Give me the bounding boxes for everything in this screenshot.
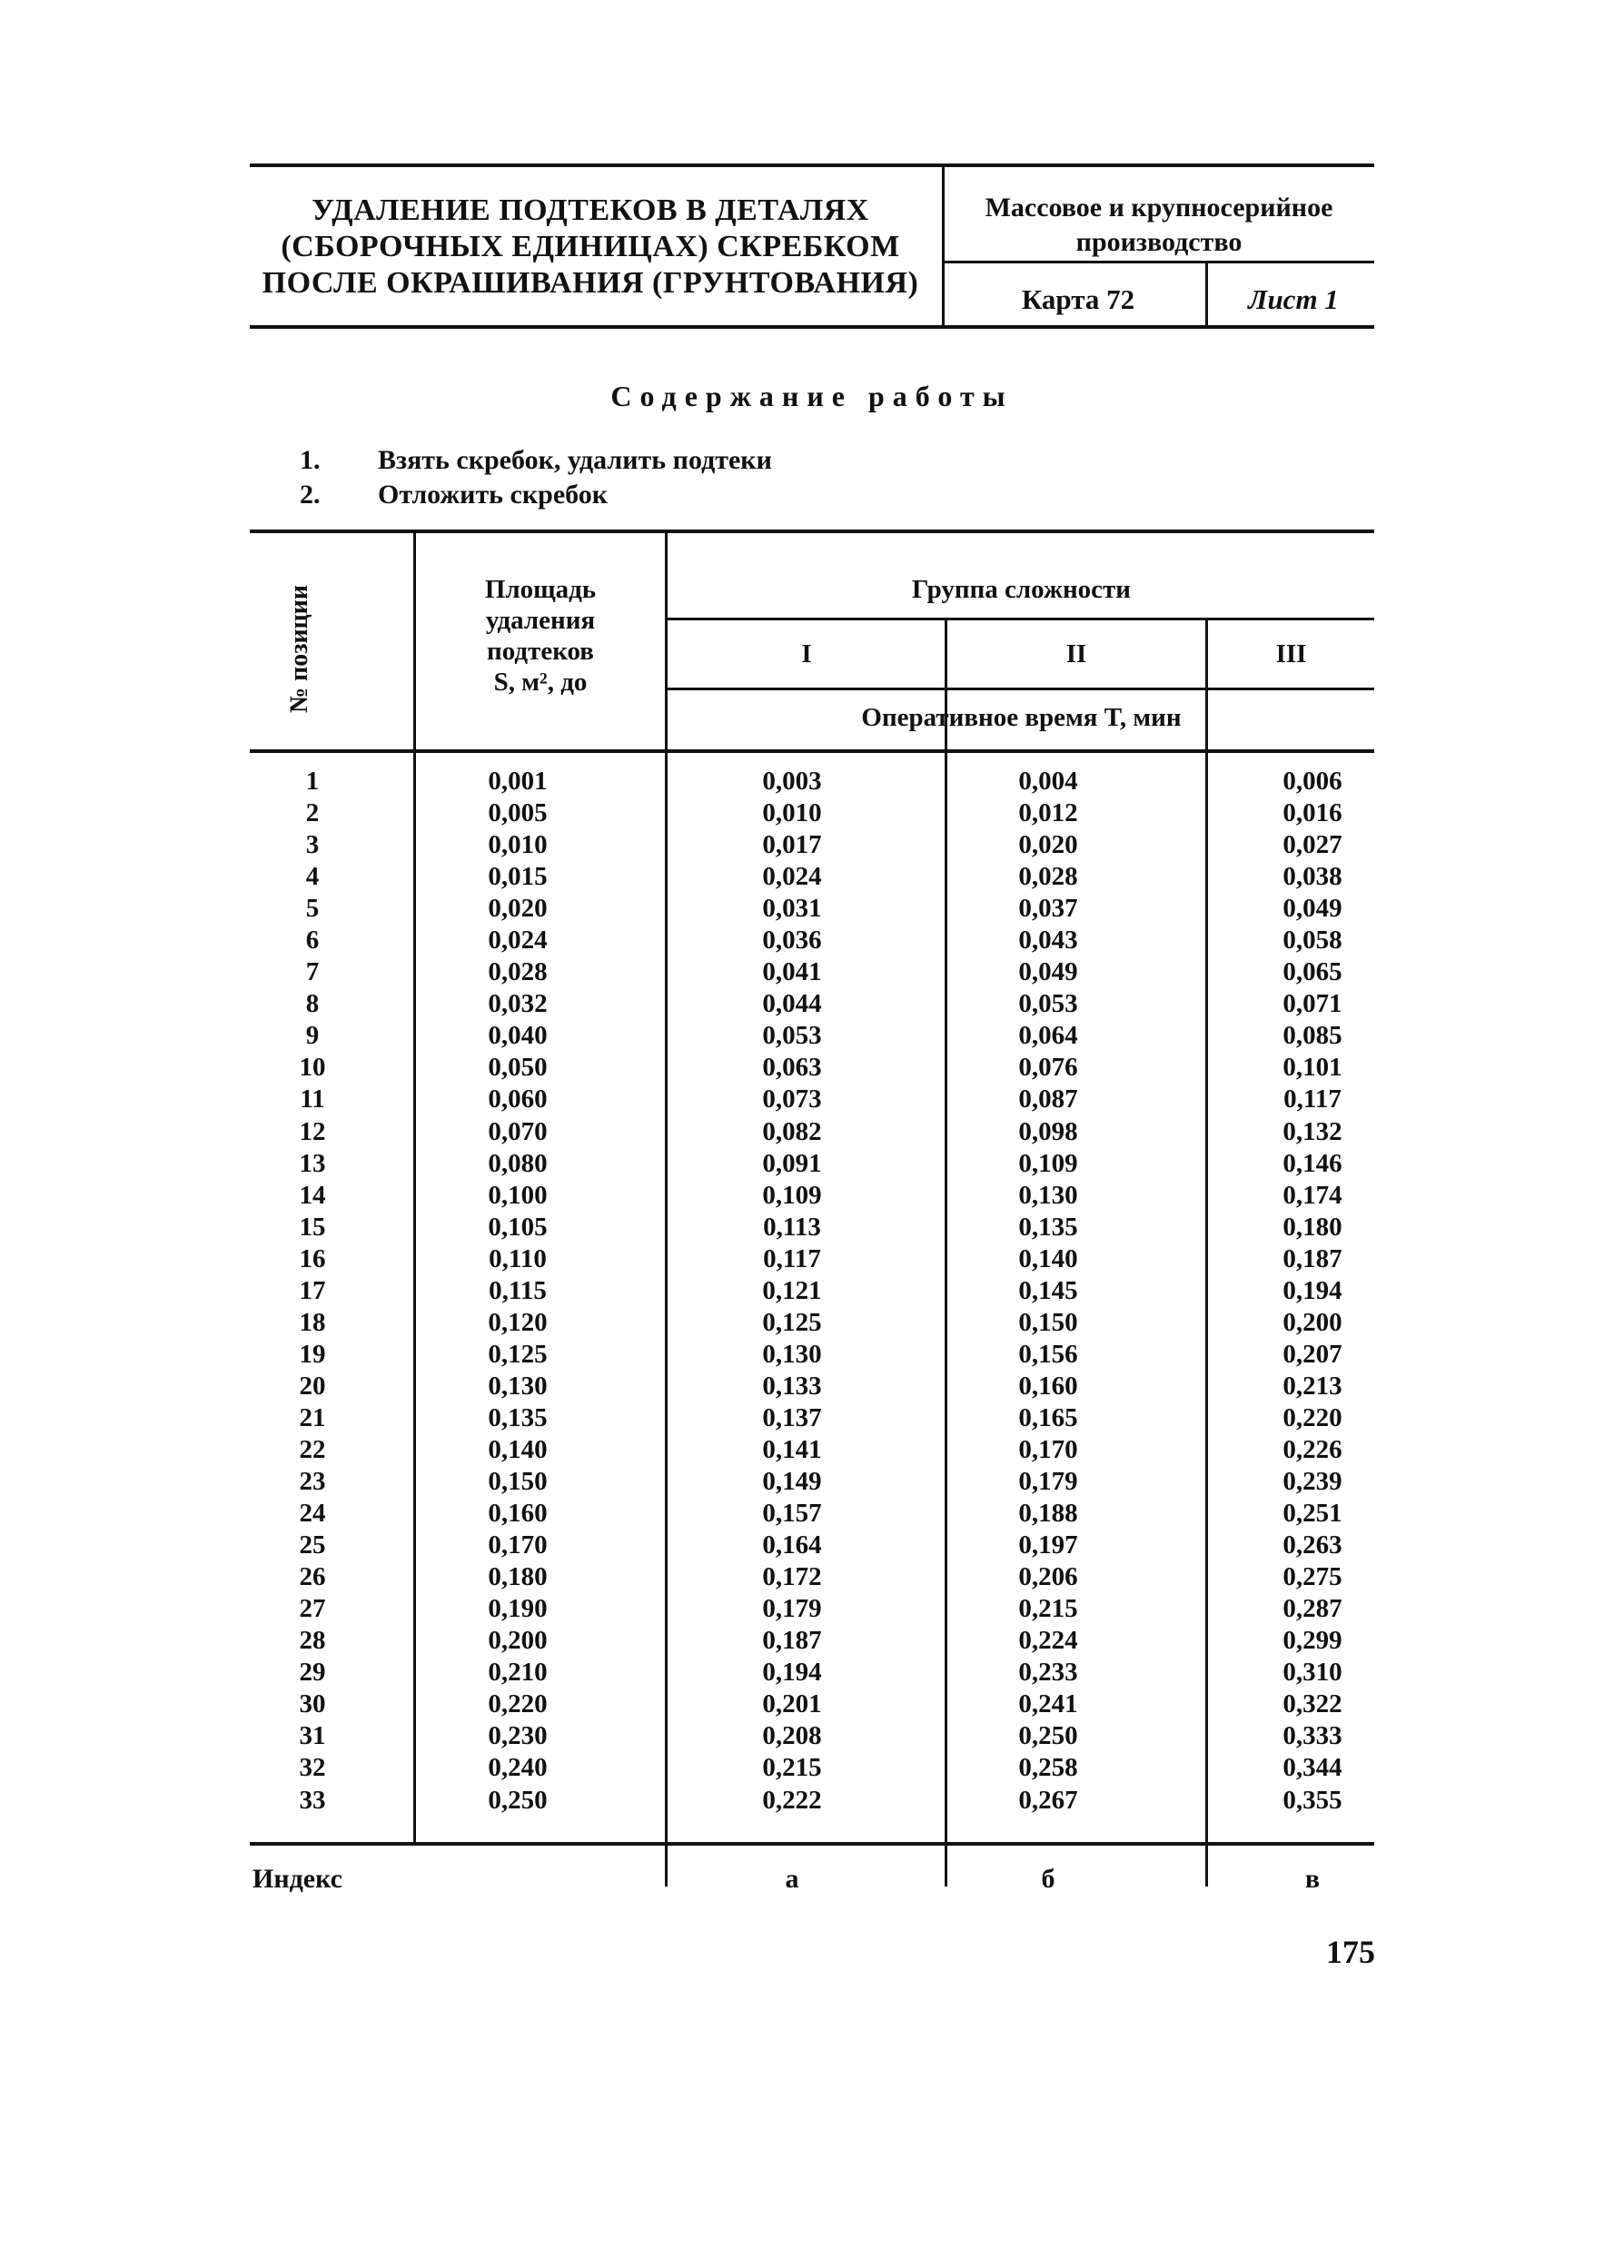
table-cell: 16: [299, 1243, 326, 1273]
table-cell: 0,115: [489, 1275, 547, 1305]
table-cell: 0,060: [488, 1084, 548, 1114]
col-divider-1: [413, 531, 416, 1844]
table-cell: 26: [299, 1562, 326, 1592]
table-cell: 0,220: [1282, 1402, 1342, 1432]
table-cell: 22: [299, 1434, 326, 1464]
table-cell: 12: [299, 1116, 326, 1146]
table-cell: 0,063: [762, 1053, 822, 1083]
table-cell: 4: [305, 862, 320, 892]
table-cell: 0,226: [1282, 1434, 1342, 1464]
table-cell: 0,120: [488, 1307, 548, 1337]
table-cell: 0,012: [1018, 798, 1078, 828]
table-cell: 8: [305, 989, 320, 1019]
table-cell: 0,355: [1282, 1785, 1342, 1815]
table-cell: 0,201: [762, 1689, 822, 1719]
table-cell: 0,170: [488, 1530, 548, 1560]
table-cell: 0,125: [762, 1307, 822, 1337]
table-cell: 29: [299, 1658, 326, 1688]
table-cell: 0,028: [488, 957, 548, 987]
area-header-line: S, м², до: [493, 668, 588, 697]
table-cell: 0,098: [1018, 1116, 1078, 1146]
table-cell: 28: [299, 1626, 326, 1656]
table-cell: 0,113: [763, 1212, 821, 1242]
step-item: [300, 478, 772, 512]
table-cell: 0,076: [1018, 1053, 1078, 1083]
table-cell: 0,251: [1282, 1499, 1342, 1529]
table-cell: 0,036: [762, 926, 822, 956]
index-b: б: [1041, 1864, 1055, 1894]
table-cell: 0,275: [1282, 1562, 1342, 1592]
table-cell: 0,187: [762, 1626, 822, 1656]
area-header-line: удаления: [485, 606, 596, 635]
table-cell: 0,053: [1018, 989, 1078, 1019]
table-cell: 0,287: [1282, 1594, 1342, 1624]
table-cell: 0,015: [488, 862, 548, 892]
table-cell: 0,027: [1282, 830, 1342, 860]
group-III-header: III: [1275, 639, 1307, 669]
table-cell: 0,041: [762, 957, 822, 987]
table-cell: 30: [299, 1689, 326, 1719]
table-cell: 0,150: [488, 1467, 548, 1497]
table-cell: 0,058: [1282, 926, 1342, 956]
col-divider-4: [1205, 618, 1208, 1887]
step-text: Взять скребок, удалить подтеки: [378, 445, 772, 475]
table-cell: 5: [305, 894, 320, 924]
table-cell: 0,210: [488, 1658, 548, 1688]
table-cell: 0,140: [1018, 1243, 1078, 1273]
table-cell: 0,180: [488, 1562, 548, 1592]
table-cell: 0,073: [762, 1084, 822, 1114]
table-cell: 0,200: [488, 1626, 548, 1656]
table-cell: 0,117: [763, 1243, 821, 1273]
table-cell: 25: [299, 1530, 326, 1560]
table-cell: 0,222: [762, 1785, 822, 1815]
col-divider-2: [665, 531, 668, 1887]
document-title: [254, 193, 926, 302]
header-top-rule: [250, 163, 1374, 167]
table-cell: 0,044: [762, 989, 822, 1019]
group-II-header: II: [1065, 639, 1087, 669]
table-cell: 24: [299, 1499, 326, 1529]
table-cell: 0,149: [762, 1467, 822, 1497]
table-cell: 0,146: [1282, 1148, 1342, 1178]
table-cell: 0,005: [488, 798, 548, 828]
table-cell: 0,003: [762, 767, 822, 796]
table-cell: 0,065: [1282, 957, 1342, 987]
group-rule: [666, 618, 1374, 620]
table-cell: 6: [305, 926, 320, 956]
table-cell: 0,188: [1018, 1499, 1078, 1529]
step-number: 2.: [300, 480, 321, 510]
table-cell: 0,156: [1018, 1339, 1078, 1369]
step-text: Отложить скребок: [378, 480, 609, 510]
table-cell: 0,213: [1282, 1371, 1342, 1401]
table-cell: 0,150: [1018, 1307, 1078, 1337]
table-cell: 2: [305, 798, 320, 828]
table-cell: 0,220: [488, 1689, 548, 1719]
table-cell: 0,230: [488, 1721, 548, 1751]
position-number-header: № позиции: [285, 584, 313, 713]
table-cell: 0,132: [1282, 1116, 1342, 1146]
table-cell: 0,179: [1018, 1467, 1078, 1497]
table-cell: 0,010: [488, 830, 548, 860]
production-line: Массовое и крупносерийное: [985, 193, 1333, 223]
sheet-number: Лист 1: [1248, 283, 1339, 315]
table-cell: 21: [299, 1402, 326, 1432]
table-cell: 0,100: [488, 1180, 548, 1210]
karta-number: Карта 72: [1021, 283, 1135, 315]
group-II-column: [974, 766, 1123, 1817]
table-cell: 15: [299, 1212, 326, 1242]
table-cell: 0,109: [762, 1180, 822, 1210]
table-cell: 0,091: [762, 1148, 822, 1178]
table-cell: 0,135: [1018, 1212, 1078, 1242]
table-cell: 0,179: [762, 1594, 822, 1624]
group-I-header: I: [801, 639, 812, 669]
table-cell: 14: [299, 1180, 326, 1210]
table-cell: 9: [305, 1021, 320, 1051]
table-cell: 0,299: [1282, 1626, 1342, 1656]
table-cell: 0,064: [1018, 1021, 1078, 1051]
table-cell: 0,233: [1018, 1658, 1078, 1688]
table-cell: 0,240: [488, 1753, 548, 1783]
table-cell: 0,250: [1018, 1721, 1078, 1751]
position-column: [272, 766, 352, 1817]
table-cell: 0,024: [488, 926, 548, 956]
table-cell: 0,207: [1282, 1339, 1342, 1369]
table-cell: 7: [305, 957, 320, 987]
table-cell: 0,258: [1018, 1753, 1078, 1783]
table-cell: 0,085: [1282, 1021, 1342, 1051]
table-cell: 0,344: [1282, 1753, 1342, 1783]
table-cell: 0,020: [488, 894, 548, 924]
table-top-rule: [250, 530, 1374, 533]
area-header: [427, 574, 654, 698]
time-header: Оперативное время T, мин: [861, 703, 1182, 732]
table-cell: 17: [299, 1275, 326, 1305]
table-cell: 0,215: [1018, 1594, 1078, 1624]
table-cell: 0,130: [488, 1371, 548, 1401]
table-cell: 0,087: [1018, 1084, 1078, 1114]
table-cell: 0,241: [1018, 1689, 1078, 1719]
title-line: УДАЛЕНИЕ ПОДТЕКОВ В ДЕТАЛЯХ: [312, 193, 869, 227]
production-type: [946, 191, 1371, 260]
table-cell: 0,049: [1018, 957, 1078, 987]
table-cell: 0,263: [1282, 1530, 1342, 1560]
table-cell: 0,250: [488, 1785, 548, 1815]
table-cell: 0,101: [1282, 1053, 1342, 1083]
table-cell: 0,180: [1282, 1212, 1342, 1242]
title-line: ПОСЛЕ ОКРАШИВАНИЯ (ГРУНТОВАНИЯ): [262, 266, 919, 300]
table-cell: 0,024: [762, 862, 822, 892]
steps-list: [300, 443, 772, 512]
table-cell: 11: [300, 1084, 325, 1114]
table-cell: 0,130: [762, 1339, 822, 1369]
table-cell: 18: [299, 1307, 326, 1337]
table-cell: 0,001: [488, 767, 548, 796]
table-cell: 23: [299, 1467, 326, 1497]
table-cell: 0,043: [1018, 926, 1078, 956]
table-cell: 0,110: [489, 1243, 547, 1273]
step-number: 1.: [300, 445, 321, 475]
table-cell: 0,197: [1018, 1530, 1078, 1560]
table-cell: 0,333: [1282, 1721, 1342, 1751]
table-cell: 0,190: [488, 1594, 548, 1624]
table-cell: 3: [305, 830, 320, 860]
table-cell: 0,239: [1282, 1467, 1342, 1497]
table-cell: 0,130: [1018, 1180, 1078, 1210]
area-column: [443, 766, 592, 1817]
table-cell: 0,160: [1018, 1371, 1078, 1401]
table-cell: 0,040: [488, 1021, 548, 1051]
index-a: а: [785, 1864, 799, 1894]
table-cell: 0,267: [1018, 1785, 1078, 1815]
table-cell: 0,006: [1282, 767, 1342, 796]
col-divider-3: [945, 618, 947, 1887]
table-cell: 0,017: [762, 830, 822, 860]
table-cell: 10: [299, 1053, 326, 1083]
table-cell: 0,121: [762, 1275, 822, 1305]
table-cell: 0,208: [762, 1721, 822, 1751]
table-cell: 32: [299, 1753, 326, 1783]
table-cell: 0,133: [762, 1371, 822, 1401]
table-cell: 13: [299, 1148, 326, 1178]
table-cell: 0,187: [1282, 1243, 1342, 1273]
table-cell: 0,105: [488, 1212, 548, 1242]
table-cell: 31: [299, 1721, 326, 1751]
table-cell: 0,010: [762, 798, 822, 828]
table-cell: 27: [299, 1594, 326, 1624]
title-line: (СБОРОЧНЫХ ЕДИНИЦАХ) СКРЕБКОМ: [281, 230, 900, 263]
table-cell: 0,172: [762, 1562, 822, 1592]
table-cell: 0,322: [1282, 1689, 1342, 1719]
area-header-line: подтеков: [487, 637, 594, 666]
table-cell: 0,038: [1282, 862, 1342, 892]
page-number: 175: [1326, 1934, 1375, 1970]
table-cell: 0,170: [1018, 1434, 1078, 1464]
table-cell: 0,031: [762, 894, 822, 924]
production-line: производство: [1075, 227, 1243, 257]
table-cell: 0,080: [488, 1148, 548, 1178]
table-cell: 1: [305, 767, 320, 796]
group-header: Группа сложности: [911, 575, 1132, 604]
table-cell: 0,032: [488, 989, 548, 1019]
table-cell: 0,020: [1018, 830, 1078, 860]
index-v: в: [1304, 1864, 1321, 1894]
table-cell: 19: [299, 1339, 326, 1369]
table-cell: 0,050: [488, 1053, 548, 1083]
table-cell: 0,070: [488, 1116, 548, 1146]
header-mid-rule: [942, 261, 1374, 263]
table-cell: 0,164: [762, 1530, 822, 1560]
table-cell: 0,028: [1018, 862, 1078, 892]
table-cell: 0,157: [762, 1499, 822, 1529]
table-cell: 0,140: [488, 1434, 548, 1464]
table-cell: 0,053: [762, 1021, 822, 1051]
table-cell: 0,215: [762, 1753, 822, 1783]
table-cell: 0,141: [762, 1434, 822, 1464]
table-cell: 0,071: [1282, 989, 1342, 1019]
table-cell: 0,125: [488, 1339, 548, 1369]
area-header-line: Площадь: [484, 575, 597, 604]
table-cell: 0,224: [1018, 1626, 1078, 1656]
content-title: Содержание работы: [610, 380, 1014, 412]
table-cell: 0,194: [762, 1658, 822, 1688]
table-cell: 0,037: [1018, 894, 1078, 924]
table-cell: 0,165: [1018, 1402, 1078, 1432]
table-cell: 0,049: [1282, 894, 1342, 924]
table-cell: 33: [299, 1785, 326, 1815]
table-cell: 0,310: [1282, 1658, 1342, 1688]
table-cell: 0,200: [1282, 1307, 1342, 1337]
table-cell: 0,160: [488, 1499, 548, 1529]
step-item: [300, 443, 772, 478]
group-I-column: [718, 766, 866, 1817]
table-cell: 0,016: [1282, 798, 1342, 828]
table-cell: 0,004: [1018, 767, 1078, 796]
table-cell: 0,206: [1018, 1562, 1078, 1592]
index-label: Индекс: [253, 1864, 342, 1894]
table-cell: 0,117: [1283, 1084, 1342, 1114]
table-cell: 0,137: [762, 1402, 822, 1432]
group-numbers-rule: [666, 688, 1374, 690]
table-cell: 0,194: [1282, 1275, 1342, 1305]
table-cell: 20: [299, 1371, 326, 1401]
table-cell: 0,135: [488, 1402, 548, 1432]
table-cell: 0,145: [1018, 1275, 1078, 1305]
table-cell: 0,109: [1018, 1148, 1078, 1178]
table-cell: 0,174: [1282, 1180, 1342, 1210]
group-III-column: [1238, 766, 1387, 1817]
header-divider: [942, 163, 945, 327]
table-cell: 0,082: [762, 1116, 822, 1146]
